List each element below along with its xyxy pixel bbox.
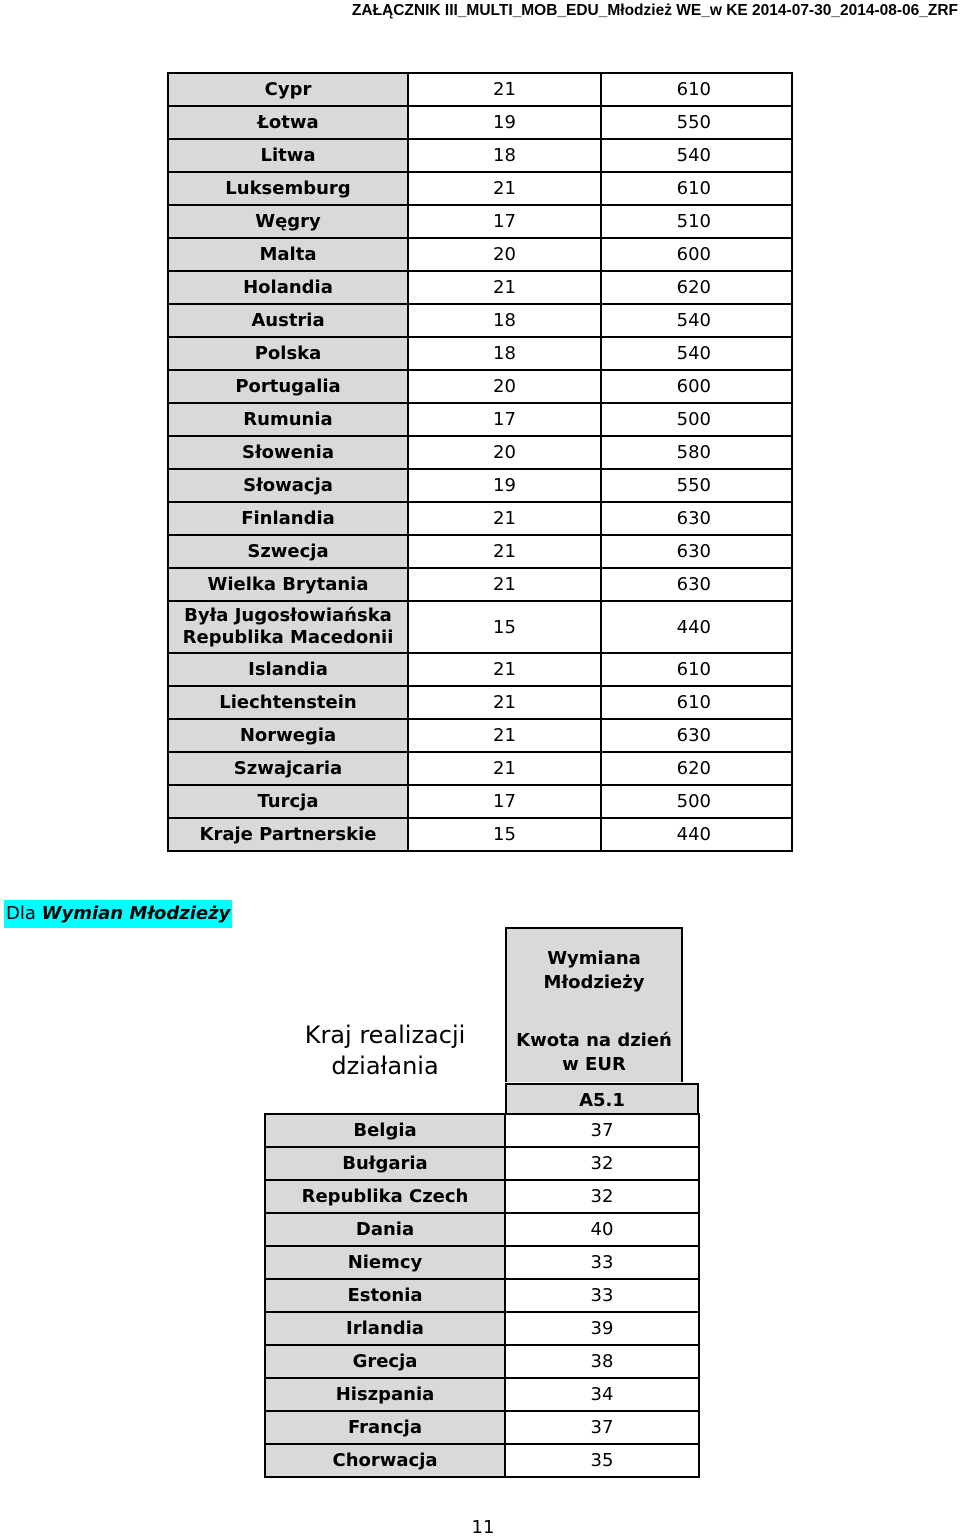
country-cell: Portugalia [168,370,408,403]
country-cell: Austria [168,304,408,337]
amount-cell: 34 [505,1378,699,1411]
country-cell: Hiszpania [265,1378,505,1411]
country-cell: Republika Czech [265,1180,505,1213]
country-cell: Chorwacja [265,1444,505,1477]
value-a-cell: 17 [408,785,601,818]
value-b-cell: 630 [601,719,792,752]
value-b-cell: 540 [601,139,792,172]
value-a-cell: 17 [408,205,601,238]
table-row [265,1213,699,1246]
value-b-cell: 600 [601,370,792,403]
value-b-cell: 500 [601,403,792,436]
amount-cell: 37 [505,1411,699,1444]
value-b-cell: 620 [601,271,792,304]
table-row [168,73,792,106]
youth-exchange-title-line1: Wymiana [547,948,641,969]
amount-cell: 40 [505,1213,699,1246]
value-a-cell: 21 [408,535,601,568]
country-cell: Łotwa [168,106,408,139]
table-row [168,719,792,752]
table-row [168,601,792,653]
country-cell: Turcja [168,785,408,818]
amount-cell: 32 [505,1147,699,1180]
value-b-cell: 630 [601,502,792,535]
table-row [265,1114,699,1147]
amount-cell: 37 [505,1114,699,1147]
value-b-cell: 610 [601,686,792,719]
table-row [168,818,792,851]
amount-cell: 39 [505,1312,699,1345]
amount-per-day-line1: Kwota na dzień [516,1030,672,1051]
value-b-cell: 620 [601,752,792,785]
value-b-cell: 510 [601,205,792,238]
value-b-cell: 540 [601,304,792,337]
table-row [168,785,792,818]
table-row [265,1312,699,1345]
value-b-cell: 440 [601,818,792,851]
youth-exchange-header [505,927,683,1082]
value-b-cell: 440 [601,601,792,653]
country-cell: Słowenia [168,436,408,469]
table-row [265,1246,699,1279]
country-cell: Liechtenstein [168,686,408,719]
value-b-cell: 500 [601,785,792,818]
amount-cell: 38 [505,1345,699,1378]
table-row [168,568,792,601]
value-a-cell: 21 [408,752,601,785]
country-cell: Malta [168,238,408,271]
table-row [168,172,792,205]
country-cell: Dania [265,1213,505,1246]
country-cell: Islandia [168,653,408,686]
youth-exchange-table [264,1113,700,1478]
country-cell-line2: Republika Macedonii [182,627,394,648]
value-a-cell: 21 [408,653,601,686]
value-b-cell: 630 [601,535,792,568]
country-cell: Słowacja [168,469,408,502]
country-cell: Bułgaria [265,1147,505,1180]
table-row [265,1180,699,1213]
section-label-emphasis: Wymian Młodzieży [41,903,231,924]
country-cell: Rumunia [168,403,408,436]
country-cell: Belgia [265,1114,505,1147]
value-a-cell: 15 [408,818,601,851]
table-row [168,403,792,436]
country-cell: Holandia [168,271,408,304]
country-cell: Niemcy [265,1246,505,1279]
code-a51: A5.1 [505,1083,699,1115]
country-column-header-line2: działania [331,1052,439,1080]
value-b-cell: 610 [601,172,792,205]
value-a-cell: 19 [408,469,601,502]
table-row [168,752,792,785]
country-cell: Wielka Brytania [168,568,408,601]
value-a-cell: 21 [408,719,601,752]
value-b-cell: 610 [601,653,792,686]
document-header: ZAŁĄCZNIK III_MULTI_MOB_EDU_Młodzież WE_w KE 2014-07-30_2014-08-06_ZRF [351,2,958,19]
table-row [168,238,792,271]
table-row [168,139,792,172]
country-cell: Węgry [168,205,408,238]
country-cell: Estonia [265,1279,505,1312]
table-row [168,205,792,238]
table-row [168,653,792,686]
value-a-cell: 15 [408,601,601,653]
table-row [168,469,792,502]
table-row [265,1279,699,1312]
table-row [168,502,792,535]
table-row [168,370,792,403]
country-cell: Francja [265,1411,505,1444]
value-b-cell: 550 [601,469,792,502]
value-a-cell: 21 [408,502,601,535]
country-cell: Luksemburg [168,172,408,205]
table-row [265,1147,699,1180]
value-a-cell: 18 [408,304,601,337]
table-row [265,1345,699,1378]
amount-cell: 33 [505,1246,699,1279]
table-row [168,271,792,304]
rates-table-continued [167,72,793,852]
value-a-cell: 20 [408,370,601,403]
country-cell-line1: Była Jugosłowiańska [184,605,392,626]
country-cell: Grecja [265,1345,505,1378]
value-a-cell: 20 [408,238,601,271]
table-row [265,1444,699,1477]
value-b-cell: 540 [601,337,792,370]
page-number: 11 [471,1517,495,1538]
table-row [265,1378,699,1411]
table-row [168,686,792,719]
table-row [168,535,792,568]
country-cell: Litwa [168,139,408,172]
value-b-cell: 600 [601,238,792,271]
amount-per-day-header [507,1029,681,1077]
value-a-cell: 21 [408,172,601,205]
country-cell: Szwajcaria [168,752,408,785]
country-cell: Finlandia [168,502,408,535]
value-a-cell: 17 [408,403,601,436]
value-a-cell: 18 [408,139,601,172]
value-b-cell: 580 [601,436,792,469]
table-row [168,337,792,370]
value-a-cell: 21 [408,271,601,304]
country-cell: Szwecja [168,535,408,568]
section-label [4,900,232,928]
youth-exchange-title-line2: Młodzieży [543,972,645,993]
amount-cell: 35 [505,1444,699,1477]
country-cell: Norwegia [168,719,408,752]
amount-cell: 33 [505,1279,699,1312]
value-a-cell: 19 [408,106,601,139]
value-a-cell: 20 [408,436,601,469]
value-a-cell: 21 [408,568,601,601]
value-b-cell: 610 [601,73,792,106]
youth-exchange-title [507,947,681,995]
table-row [265,1411,699,1444]
table-row [168,304,792,337]
value-a-cell: 21 [408,73,601,106]
country-cell: Irlandia [265,1312,505,1345]
country-column-header [270,1020,500,1082]
value-b-cell: 630 [601,568,792,601]
section-label-prefix: Dla [6,903,42,924]
country-cell [168,601,408,653]
country-column-header-line1: Kraj realizacji [304,1021,466,1049]
table-row [168,106,792,139]
table-row [168,436,792,469]
country-cell: Kraje Partnerskie [168,818,408,851]
country-cell: Cypr [168,73,408,106]
value-a-cell: 18 [408,337,601,370]
amount-cell: 32 [505,1180,699,1213]
amount-per-day-line2: w EUR [562,1054,626,1075]
value-b-cell: 550 [601,106,792,139]
value-a-cell: 21 [408,686,601,719]
country-cell: Polska [168,337,408,370]
